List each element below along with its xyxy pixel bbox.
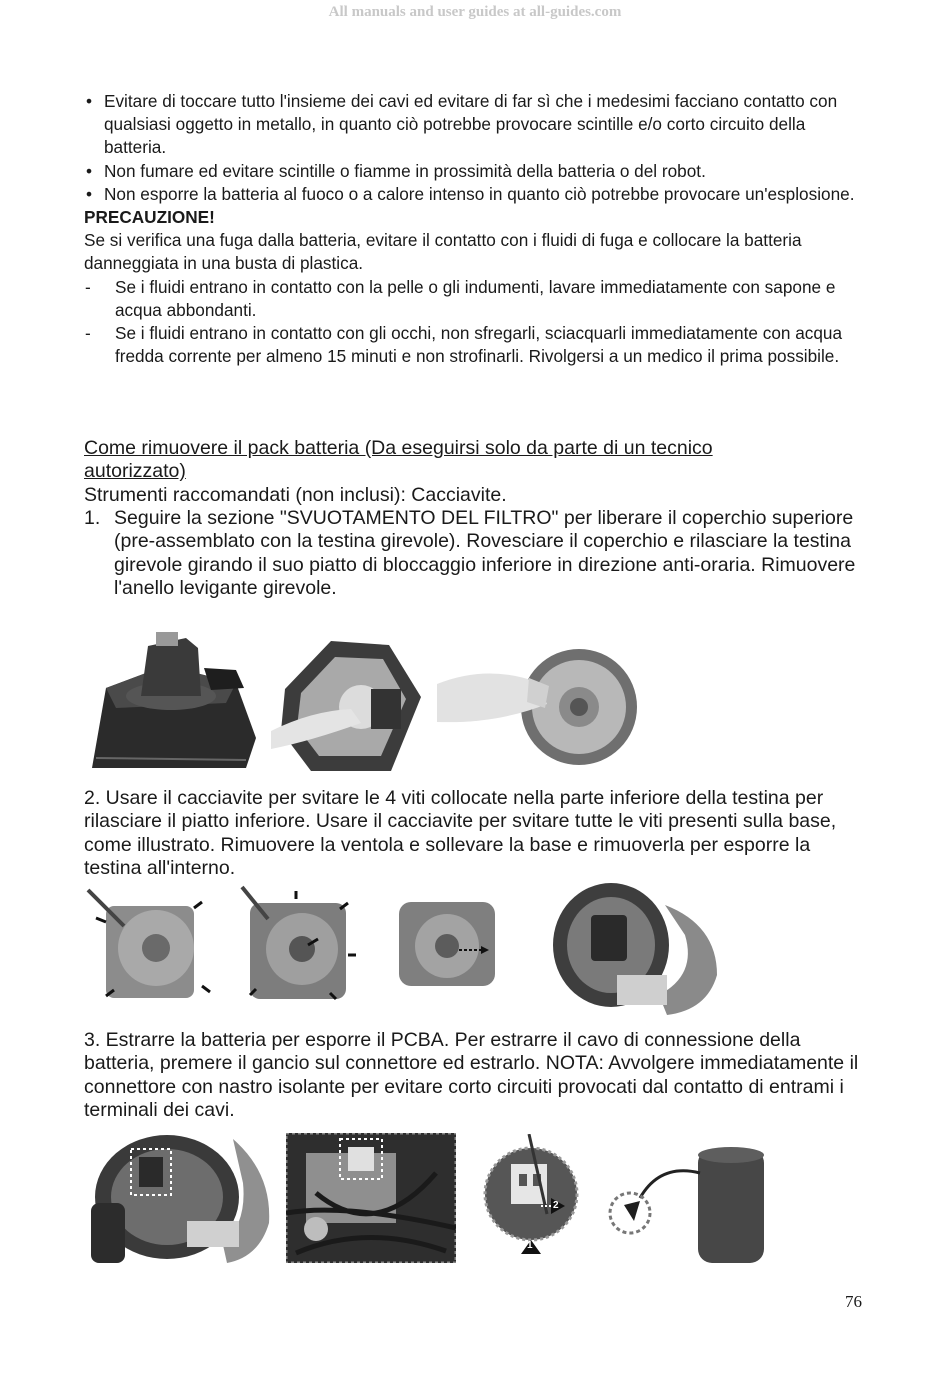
step-3: 3. Estrarre la batteria per esporre il PCBA. Per estrarre il cavo di connessione della batteria, premere il gancio sul connettore ed estrarlo. NOTA: Avvolgere immediatamente il connettore con nastro isolante per evitare corto circuiti provocati dal contatto di entrami i terminali dei cavi. <box>84 1029 859 1121</box>
photo-robot-cover <box>86 628 260 780</box>
caution-title: PRECAUZIONE! <box>84 207 215 228</box>
photo-connector-closeup <box>479 1134 581 1260</box>
photo-unscrew-base <box>236 885 360 1004</box>
photo-pcba-connector <box>286 1133 456 1263</box>
step-1: 1. Seguire la sezione "SVUOTAMENTO DEL FILTRO" per liberare il coperchio superiore (pre-assemblato con la testina girevole). Rovesciare il coperchio e rilasciare la testina girevole girando il suo piatto di bloccaggio inferiore in direzione anti-oraria. Rimuovere l'anello levigante girevole. <box>84 507 856 599</box>
section-title: Come rimuovere il pack batteria (Da eseguirsi solo da parte di un tecnico autorizzato) <box>84 437 713 483</box>
page-number: 76 <box>845 1292 862 1311</box>
photo-turning-head <box>271 631 426 783</box>
watermark-header: All manuals and user guides at all-guides.com <box>328 4 622 20</box>
photo-unscrew-plate <box>84 886 215 1004</box>
photo-remove-fan <box>395 896 499 990</box>
caution-item: - Se i fluidi entrano in contatto con gli occhi, non sfregarli, sciacquarli immediatamente con acqua fredda corrente per almeno 15 minuti e non strofinarli. Rivolgersi a un medico il prima possibile. <box>85 323 843 367</box>
caution-text: Se si verifica una fuga dalla batteria, evitare il contatto con i fluidi di fuga e collocare la batteria danneggiata in una busta di plastica. <box>84 230 802 274</box>
photo-lift-base <box>547 875 727 1020</box>
photo-remove-ring <box>437 644 644 771</box>
tools-line: Strumenti raccomandati (non inclusi): Cacciavite. <box>84 484 507 506</box>
callout-1: 1 <box>527 1240 533 1251</box>
bullet-item: • Evitare di toccare tutto l'insieme dei cavi ed evitare di far sì che i medesimi facciano contatto con qualsiasi oggetto in metallo, in quanto ciò potrebbe provocare scintille e/o corto circuito della batteria. <box>86 91 838 158</box>
bullet-item: • Non esporre la batteria al fuoco o a calore intenso in quanto ciò potrebbe provocare un'esplosione. <box>86 183 855 204</box>
photo-battery-pack <box>600 1143 769 1268</box>
caution-item: - Se i fluidi entrano in contatto con la pelle o gli indumenti, lavare immediatamente con sapone e acqua abbondanti. <box>85 276 836 320</box>
bullet-item: • Non fumare ed evitare scintille o fiamme in prossimità della batteria o del robot. <box>86 160 706 181</box>
callout-2: 2 <box>553 1200 559 1211</box>
photo-battery-inside <box>87 1133 274 1267</box>
step-2: 2. Usare il cacciavite per svitare le 4 viti collocate nella parte inferiore della testina per rilasciare il piatto inferiore. Usare il cacciavite per svitare tutte le viti presenti sulla base, come illustrato. Rimuovere la ventola e sollevare la base e rimuoverla per esporre la testina all'interno. <box>84 787 837 879</box>
warning-bullets <box>84 90 864 368</box>
